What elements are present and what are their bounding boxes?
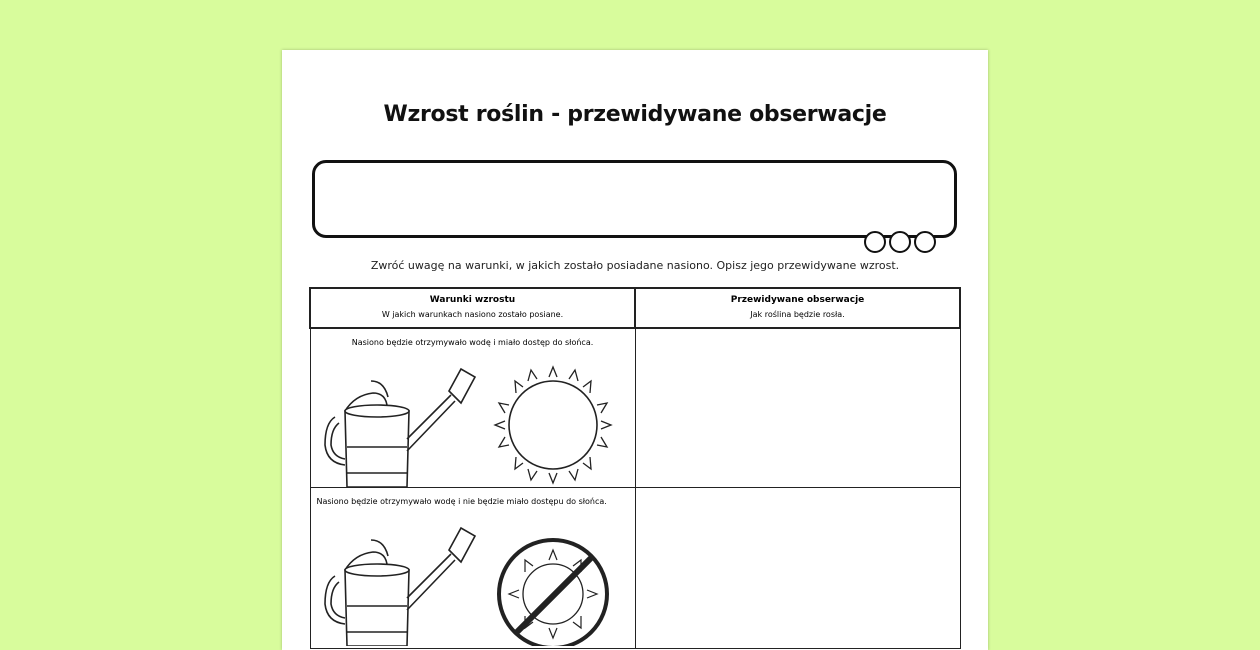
worksheet-page bbox=[282, 50, 988, 650]
column-subtitle: W jakich warunkach nasiono zostało posiane. bbox=[381, 310, 564, 319]
no-sun-icon bbox=[499, 540, 607, 646]
instruction-text: Zwróć uwagę na warunki, w jakich zostało posiadane nasiono. Opisz jego przewidywane wzrost. bbox=[370, 259, 900, 272]
column-subtitle: Jak roślina będzie rosła. bbox=[750, 310, 845, 319]
column-header-conditions bbox=[310, 288, 635, 328]
watering-can-icon bbox=[325, 369, 475, 487]
condition-text: Nasiono będzie otrzymywało wodę i nie będzie miało dostępu do słońca. bbox=[316, 497, 607, 506]
circle-icon bbox=[864, 231, 886, 253]
condition-cell bbox=[310, 488, 635, 649]
sun-icon bbox=[495, 367, 611, 483]
observation-table bbox=[309, 287, 961, 649]
observation-answer-cell[interactable] bbox=[635, 488, 960, 649]
name-box[interactable] bbox=[312, 160, 957, 238]
column-title: Przewidywane obserwacje bbox=[730, 295, 865, 305]
column-title: Warunki wzrostu bbox=[429, 295, 516, 305]
watering-can-icon bbox=[325, 528, 475, 646]
condition-illustration bbox=[311, 506, 636, 646]
circle-icon bbox=[889, 231, 911, 253]
page-title: Wzrost roślin - przewidywane obserwacje bbox=[383, 102, 887, 127]
table-row bbox=[310, 328, 960, 488]
condition-cell bbox=[310, 328, 635, 488]
observation-answer-cell[interactable] bbox=[635, 328, 960, 488]
name-box-decoration bbox=[864, 231, 936, 255]
circle-icon bbox=[914, 231, 936, 253]
condition-illustration bbox=[311, 347, 636, 487]
column-header-observations bbox=[635, 288, 960, 328]
table-row bbox=[310, 488, 960, 649]
condition-text: Nasiono będzie otrzymywało wodę i miało dostęp do słońca. bbox=[351, 338, 594, 347]
